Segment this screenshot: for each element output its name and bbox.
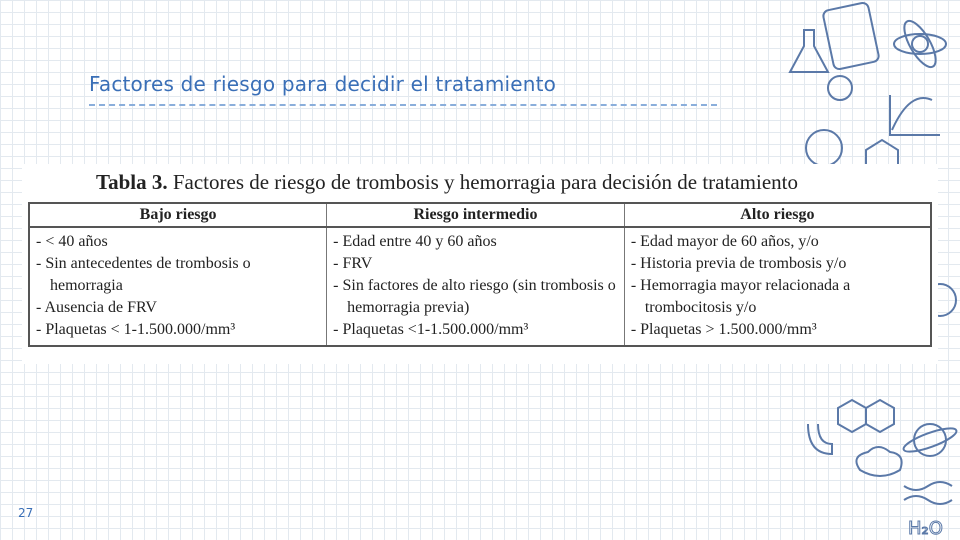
calculator-icon bbox=[822, 2, 879, 70]
column-alto-riesgo bbox=[624, 227, 931, 346]
list-item: - FRV bbox=[333, 255, 373, 272]
list-item: - Edad mayor de 60 años, y/o bbox=[630, 233, 819, 250]
hexagon-ring-icon bbox=[838, 400, 894, 432]
list-item: - Ausencia de FRV bbox=[36, 299, 157, 316]
flask-icon bbox=[790, 30, 828, 72]
slide-title: Factores de riesgo para decidir el tratamiento bbox=[89, 72, 557, 96]
table-row bbox=[29, 227, 931, 346]
bacteria-icon bbox=[828, 76, 852, 100]
header-alto-riesgo: Alto riesgo bbox=[624, 203, 931, 227]
list-item: - Sin factores de alto riesgo (sin trombosis o hemorragia previa) bbox=[333, 277, 616, 316]
list-item: - Hemorragia mayor relacionada a trombocitosis y/o bbox=[630, 277, 851, 316]
list-item: - Edad entre 40 y 60 años bbox=[333, 233, 497, 250]
atom-icon bbox=[912, 36, 928, 52]
list-item: - Historia previa de trombosis y/o bbox=[630, 255, 847, 272]
globe-icon bbox=[806, 130, 842, 166]
header-bajo-riesgo: Bajo riesgo bbox=[29, 203, 327, 227]
page-number: 27 bbox=[18, 506, 34, 520]
table-caption bbox=[96, 170, 798, 195]
column-bajo-riesgo bbox=[29, 227, 327, 346]
list-item: - Plaquetas <1-1.500.000/mm³ bbox=[333, 321, 529, 338]
column-riesgo-intermedio bbox=[327, 227, 625, 346]
graph-icon bbox=[890, 95, 940, 135]
list-item: - Sin antecedentes de trombosis o hemorragia bbox=[36, 255, 251, 294]
list-item: - Plaquetas < 1-1.500.000/mm³ bbox=[36, 321, 236, 338]
table-header-row bbox=[29, 203, 931, 227]
magnet-icon bbox=[808, 424, 832, 454]
table-caption-label: Tabla 3. bbox=[96, 170, 168, 194]
brain-icon bbox=[856, 447, 901, 476]
risk-factors-table bbox=[28, 202, 932, 347]
list-item: - Plaquetas > 1.500.000/mm³ bbox=[630, 321, 817, 338]
header-riesgo-intermedio: Riesgo intermedio bbox=[327, 203, 625, 227]
list-item: - < 40 años bbox=[36, 233, 108, 250]
table-caption-text: Factores de riesgo de trombosis y hemorragia para decisión de tratamiento bbox=[167, 170, 798, 194]
dna-icon bbox=[904, 482, 952, 504]
title-underline bbox=[89, 104, 717, 106]
risk-factors-table-image bbox=[22, 164, 938, 364]
h2o-text: H₂O bbox=[908, 518, 943, 539]
